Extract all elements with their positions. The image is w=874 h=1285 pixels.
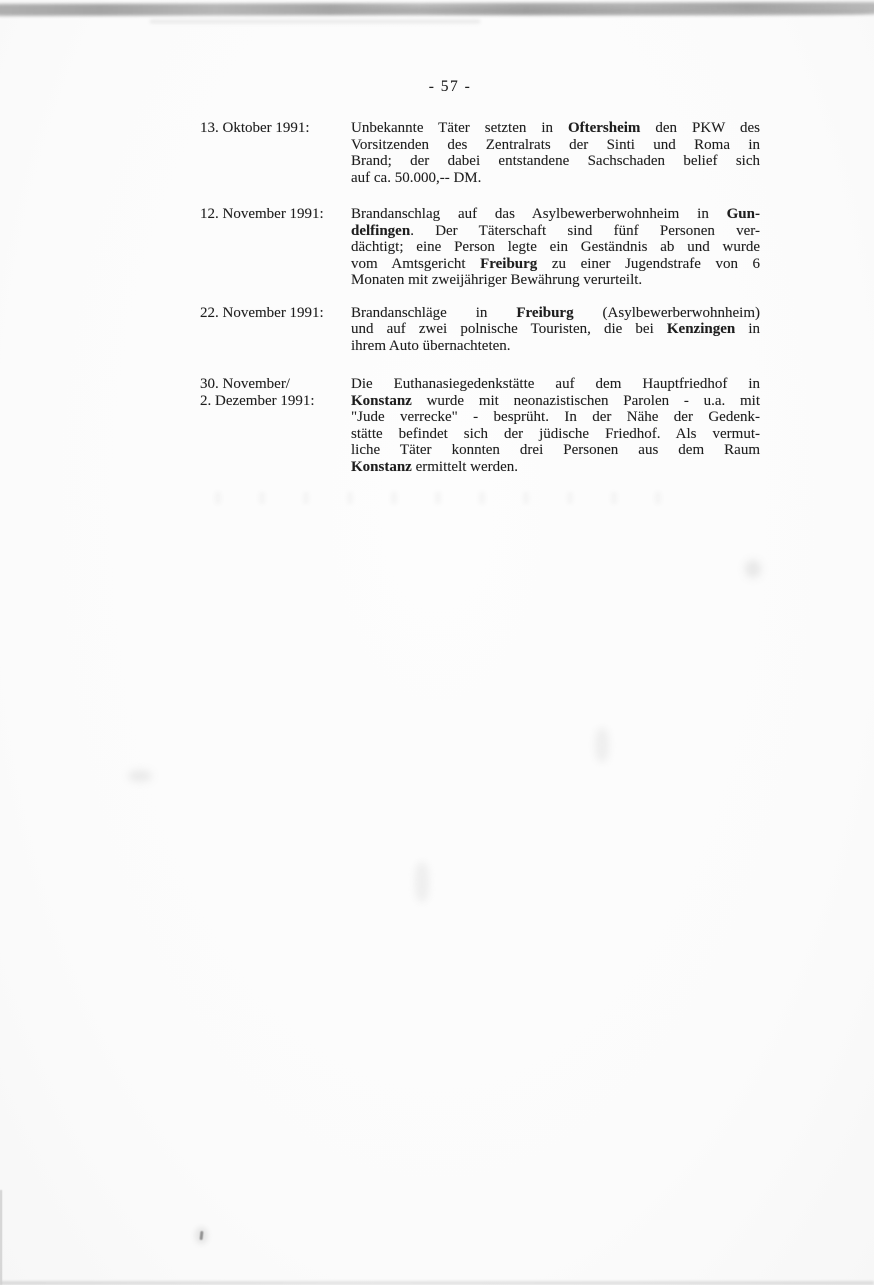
- text-line: [351, 170, 760, 187]
- entry-row: [200, 206, 760, 289]
- bold-place-name: Konstanz: [351, 458, 412, 475]
- text-segment: ermittelt werden.: [411, 458, 519, 475]
- text-line: [351, 120, 760, 137]
- text-segment: "Jude verrecke" - besprüht. In der Nähe der Gedenk-: [351, 409, 760, 425]
- text-line: [351, 223, 760, 240]
- text-segment: Brandanschläge in: [351, 304, 517, 321]
- entry-date-line: 13. Oktober 1991:: [200, 120, 310, 136]
- text-line: [351, 376, 760, 393]
- text-segment: in: [735, 321, 761, 337]
- text-line: [351, 442, 760, 459]
- text-segment: (Asylbewerberwohnheim): [573, 304, 760, 321]
- entry-text: [351, 206, 760, 289]
- text-segment: auf ca. 50.000,-- DM.: [351, 169, 482, 186]
- entry-date-line: 2. Dezember 1991:: [200, 392, 315, 409]
- text-segment: liche Täter konnten drei Personen aus dem Raum: [351, 442, 760, 458]
- text-segment: und auf zwei polnische Touristen, die bei: [351, 321, 667, 337]
- entry-date: [200, 206, 351, 223]
- entry-date: [200, 305, 351, 322]
- scan-edge-artifact-bottom: [0, 1281, 874, 1285]
- text-line: [351, 321, 760, 338]
- text-segment: zu einer Jugendstrafe von 6: [537, 255, 760, 272]
- text-line: [351, 239, 760, 256]
- text-segment: Die Euthanasiegedenkstätte auf dem Hauptfriedhof in: [351, 376, 760, 392]
- text-segment: Brand; der dabei entstandene Sachschaden belief sich: [351, 153, 760, 169]
- incident-list: [200, 120, 760, 475]
- text-segment: Monaten mit zweijähriger Bewährung verurteilt.: [351, 272, 643, 288]
- entry-date-line: 30. November/: [200, 376, 290, 392]
- scan-smudge: [215, 492, 695, 504]
- text-line: [351, 137, 760, 154]
- text-line: [351, 426, 760, 443]
- text-segment: wurde mit neonazistischen Parolen - u.a. mit: [411, 392, 760, 409]
- bold-place-name: Kenzingen: [666, 321, 736, 337]
- text-segment: dächtigt; eine Person legte ein Geständnis ab und wurde: [351, 239, 760, 255]
- text-line: [351, 305, 760, 322]
- entry-text: [351, 305, 760, 355]
- bold-place-name: Konstanz: [351, 392, 412, 409]
- entry-text: [351, 376, 760, 475]
- text-segment: vom Amtsgericht: [351, 255, 481, 272]
- text-segment: stätte befindet sich der jüdische Friedhof. Als vermut-: [351, 425, 760, 442]
- text-line: [351, 459, 760, 476]
- entry-row: [200, 305, 760, 355]
- text-line: [351, 338, 760, 355]
- entry-date: [200, 120, 351, 137]
- entry-row: [200, 120, 760, 186]
- entry-date: [200, 376, 351, 409]
- text-segment: ihrem Auto übernachteten.: [351, 337, 511, 354]
- bold-place-name: Gun-: [726, 206, 760, 222]
- text-line: [351, 393, 760, 410]
- scan-edge-artifact-left: [0, 1190, 2, 1285]
- text-line: [351, 272, 760, 289]
- scan-artifact-echo-line: [150, 20, 480, 23]
- entry-date-line: 12. November 1991:: [200, 206, 324, 222]
- scan-smudge: [128, 770, 152, 782]
- text-segment: Vorsitzenden des Zentralrats der Sinti und Roma in: [351, 136, 760, 153]
- text-segment: Brandanschlag auf das Asylbewerberwohnheim in: [351, 206, 727, 222]
- bold-place-name: delfingen: [351, 222, 411, 239]
- entry-row: [200, 376, 760, 475]
- bold-place-name: Freiburg: [480, 255, 538, 272]
- text-segment: . Der Täterschaft sind fünf Personen ver-: [410, 222, 760, 239]
- entry-date-line: 22. November 1991:: [200, 304, 324, 321]
- scan-smudge: [595, 728, 609, 762]
- page-number: - 57 -: [428, 78, 472, 95]
- bold-place-name: Oftersheim: [567, 120, 641, 136]
- text-segment: den PKW des: [640, 120, 760, 136]
- entry-text: [351, 120, 760, 186]
- text-segment: Unbekannte Täter setzten in: [351, 120, 568, 136]
- scan-smudge: [745, 560, 761, 578]
- text-line: [351, 256, 760, 273]
- text-line: [351, 206, 760, 223]
- text-line: [351, 153, 760, 170]
- scan-smudge: [415, 862, 429, 902]
- bold-place-name: Freiburg: [516, 304, 574, 321]
- text-line: [351, 409, 760, 426]
